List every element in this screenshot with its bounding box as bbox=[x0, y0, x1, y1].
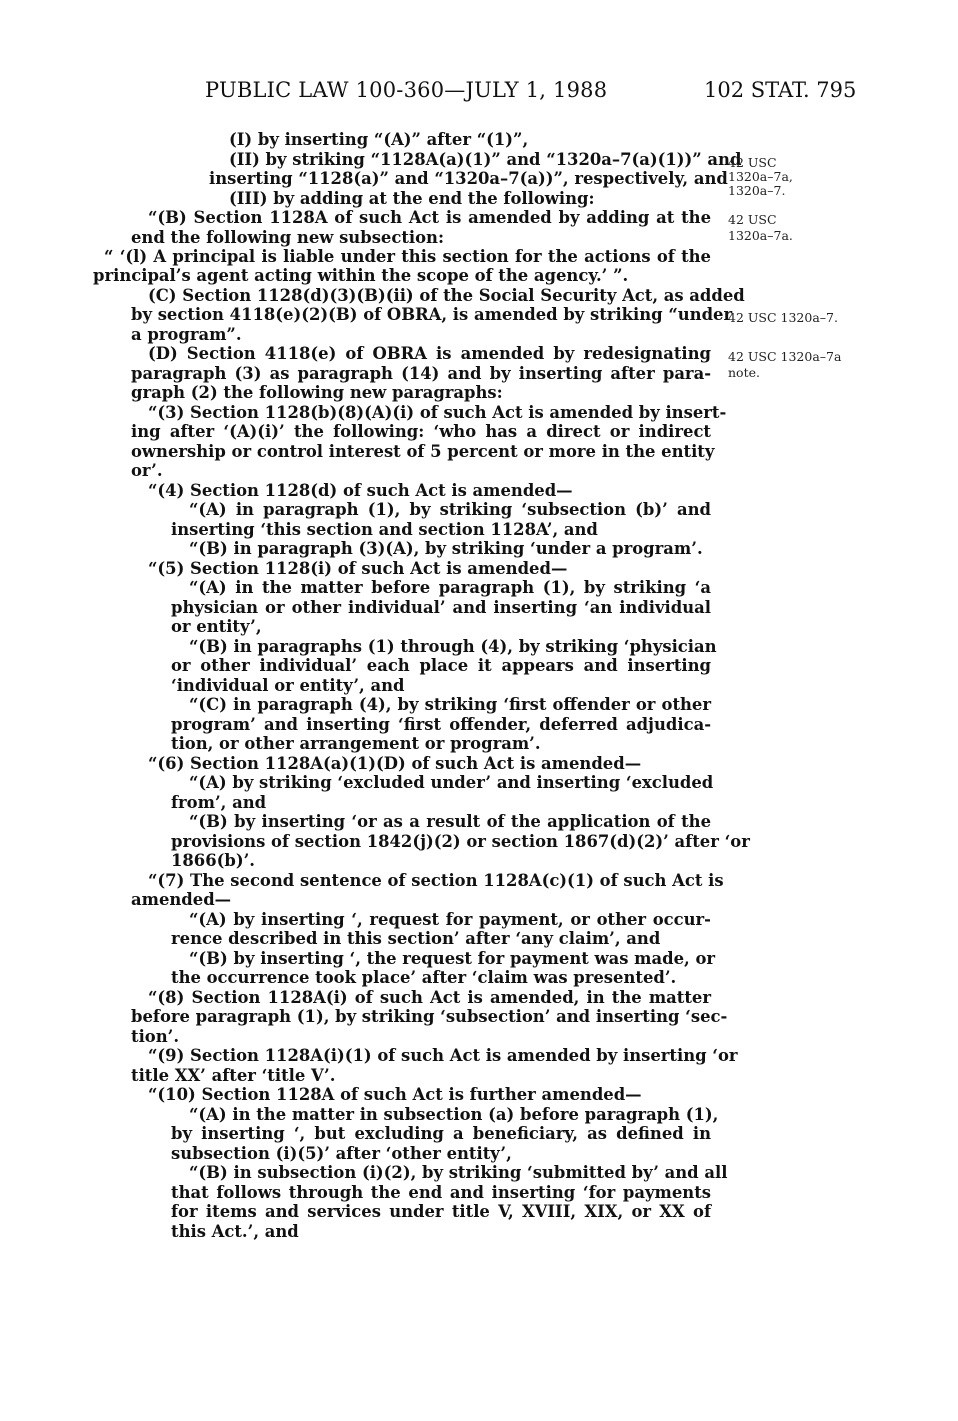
text-line: for items and services under title V, XVIII, XIX, or XX of bbox=[171, 1202, 711, 1221]
text-line: (D) Section 4118(e) of OBRA is amended by redesignating bbox=[148, 344, 711, 363]
text-line: “(3) Section 1128(b)(8)(A)(i) of such Act is amended by insert- bbox=[148, 403, 727, 422]
text-line: “(A) by striking ‘excluded under’ and inserting ‘excluded bbox=[189, 773, 714, 792]
text-line: or other individual’ each place it appears and inserting bbox=[171, 656, 711, 675]
text-line: “(B) in subsection (i)(2), by striking ‘submitted by’ and all bbox=[189, 1163, 728, 1182]
text-line: or entity’, bbox=[171, 617, 262, 636]
text-line: “(9) Section 1128A(i)(1) of such Act is amended by inserting ‘or bbox=[148, 1046, 738, 1065]
text-line: principal’s agent acting within the scope of the agency.’ ”. bbox=[93, 266, 629, 285]
text-line: from’, and bbox=[171, 793, 267, 812]
running-header-title: PUBLIC LAW 100-360—JULY 1, 1988 bbox=[205, 78, 608, 102]
text-line: that follows through the end and inserting ‘for payments bbox=[171, 1183, 711, 1202]
text-line: ownership or control interest of 5 percent or more in the entity bbox=[131, 442, 715, 461]
margin-note: 1320a–7a, bbox=[728, 169, 793, 184]
text-line: “(4) Section 1128(d) of such Act is amended— bbox=[148, 481, 573, 500]
text-line: the occurrence took place’ after ‘claim was presented’. bbox=[171, 968, 677, 987]
text-line: (II) by striking “1128A(a)(1)” and “1320a–7(a)(1))” and bbox=[229, 150, 742, 169]
text-line: provisions of section 1842(j)(2) or section 1867(d)(2)’ after ‘or bbox=[171, 832, 750, 851]
margin-note: 1320a–7. bbox=[728, 183, 786, 198]
margin-note: 42 USC 1320a–7. bbox=[728, 310, 838, 325]
text-line: “(8) Section 1128A(i) of such Act is amended, in the matter bbox=[148, 988, 711, 1007]
margin-note: 42 USC bbox=[728, 212, 777, 227]
text-line: graph (2) the following new paragraphs: bbox=[131, 383, 503, 402]
text-line: “(A) by inserting ‘, request for payment, or other occur- bbox=[189, 910, 711, 929]
text-line: (I) by inserting “(A)” after “(1)”, bbox=[229, 130, 529, 149]
text-line: tion’. bbox=[131, 1027, 180, 1046]
text-line: “(A) in the matter before paragraph (1), by striking ‘a bbox=[189, 578, 711, 597]
text-line: by inserting ‘, but excluding a beneficiary, as defined in bbox=[171, 1124, 711, 1143]
margin-note: 42 USC bbox=[728, 155, 777, 170]
text-line: by section 4118(e)(2)(B) of OBRA, is amended by striking “under bbox=[131, 305, 733, 324]
text-line: “(B) in paragraphs (1) through (4), by striking ‘physician bbox=[189, 637, 717, 656]
text-line: “(10) Section 1128A of such Act is further amended— bbox=[148, 1085, 642, 1104]
text-line: “(C) in paragraph (4), by striking ‘first offender or other bbox=[189, 695, 711, 714]
text-line: (III) by adding at the end the following: bbox=[229, 189, 595, 208]
text-line: “(B) by inserting ‘, the request for payment was made, or bbox=[189, 949, 716, 968]
text-line: “(6) Section 1128A(a)(1)(D) of such Act is amended— bbox=[148, 754, 642, 773]
text-line: (C) Section 1128(d)(3)(B)(ii) of the Social Security Act, as added bbox=[148, 286, 745, 305]
text-line: inserting ‘this section and section 1128A’, and bbox=[171, 520, 598, 539]
text-line: paragraph (3) as paragraph (14) and by inserting after para- bbox=[131, 364, 711, 383]
text-line: “(B) in paragraph (3)(A), by striking ‘under a program’. bbox=[189, 539, 703, 558]
text-line: “(A) in the matter in subsection (a) before paragraph (1), bbox=[189, 1105, 719, 1124]
text-line: end the following new subsection: bbox=[131, 228, 445, 247]
text-line: “(5) Section 1128(i) of such Act is amended— bbox=[148, 559, 568, 578]
running-header-page-number: 102 STAT. 795 bbox=[704, 78, 857, 102]
text-line: program’ and inserting ‘first offender, deferred adjudica- bbox=[171, 715, 711, 734]
text-line: this Act.’, and bbox=[171, 1222, 299, 1241]
text-line: “(B) by inserting ‘or as a result of the application of the bbox=[189, 812, 711, 831]
text-line: amended— bbox=[131, 890, 232, 909]
text-line: “(A) in paragraph (1), by striking ‘subsection (b)’ and bbox=[189, 500, 711, 519]
text-line: “ ‘(l) A principal is liable under this section for the actions of the bbox=[104, 247, 711, 266]
text-line: ing after ‘(A)(i)’ the following: ‘who has a direct or indirect bbox=[131, 422, 711, 441]
text-line: or’. bbox=[131, 461, 163, 480]
text-line: a program”. bbox=[131, 325, 242, 344]
text-line: tion, or other arrangement or program’. bbox=[171, 734, 541, 753]
margin-note: note. bbox=[728, 365, 760, 380]
text-line: “(7) The second sentence of section 1128A(c)(1) of such Act is bbox=[148, 871, 724, 890]
margin-note: 42 USC 1320a–7a bbox=[728, 349, 842, 364]
text-line: before paragraph (1), by striking ‘subsection’ and inserting ‘sec- bbox=[131, 1007, 728, 1026]
text-line: rence described in this section’ after ‘any claim’, and bbox=[171, 929, 661, 948]
text-line: ‘individual or entity’, and bbox=[171, 676, 405, 695]
margin-note: 1320a–7a. bbox=[728, 228, 793, 243]
text-line: subsection (i)(5)’ after ‘other entity’, bbox=[171, 1144, 512, 1163]
text-line: “(B) Section 1128A of such Act is amended by adding at the bbox=[148, 208, 711, 227]
text-line: inserting “1128(a)” and “1320a–7(a))”, respectively, and bbox=[209, 169, 728, 188]
text-line: title XX’ after ‘title V’. bbox=[131, 1066, 336, 1085]
text-line: 1866(b)’. bbox=[171, 851, 256, 870]
text-line: physician or other individual’ and inserting ‘an individual bbox=[171, 598, 711, 617]
